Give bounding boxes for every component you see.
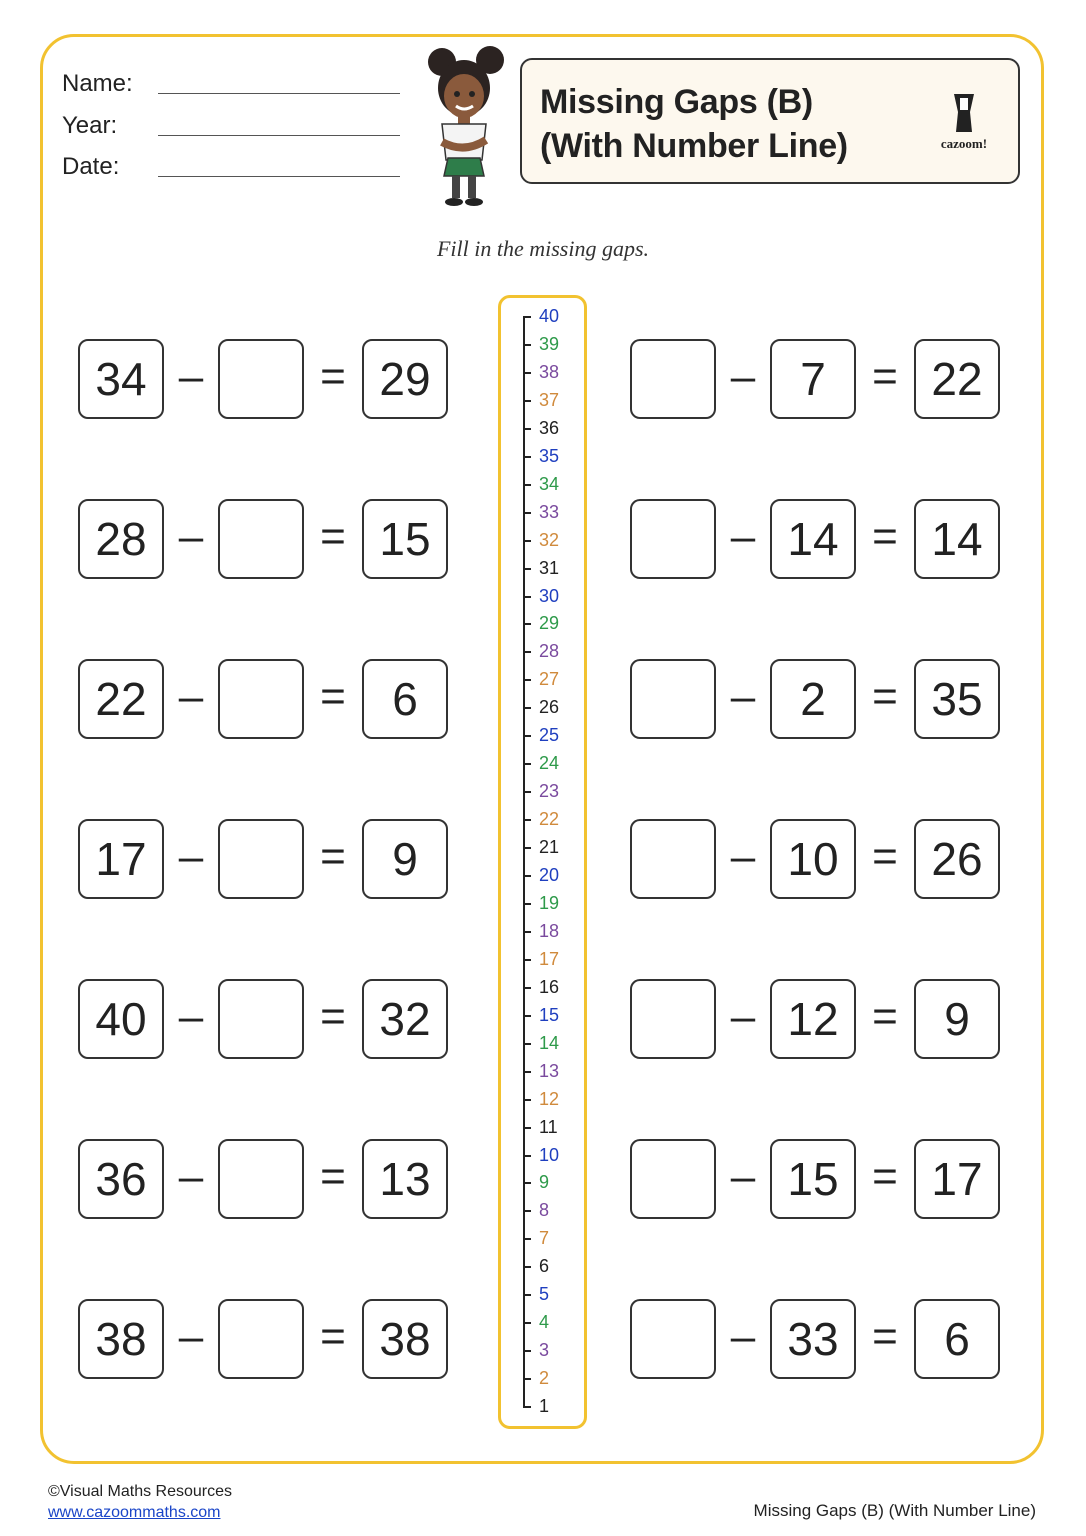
logo-text: cazoom!: [940, 136, 988, 151]
number-line-tick: [523, 456, 531, 458]
equals-sign: =: [872, 1152, 898, 1201]
number-line-tick: [523, 344, 531, 346]
cazoom-logo: [932, 90, 996, 160]
number-line-tick: [523, 1210, 531, 1212]
number-line-tick: [523, 1378, 531, 1380]
number-line-label: 11: [539, 1116, 558, 1137]
left-problem-5-c-box: 32: [362, 979, 448, 1059]
number-line-label: 34: [539, 473, 560, 494]
number-line-tick: [523, 763, 531, 765]
number-line-tick: [523, 903, 531, 905]
number-line-label: 4: [539, 1312, 550, 1333]
number-line-label: 1: [539, 1396, 550, 1417]
right-problem-5-c-box: 9: [914, 979, 1000, 1059]
number-line-tick: [523, 596, 531, 598]
number-line-label: 16: [539, 976, 560, 997]
equals-sign: =: [872, 352, 898, 401]
footer-left: [48, 1481, 232, 1523]
right-problem-7-b-box: 33: [770, 1299, 856, 1379]
left-problem-4-c-box: 9: [362, 819, 448, 899]
left-problem-2-a-box: 28: [78, 499, 164, 579]
website-link[interactable]: www.cazoommaths.com: [48, 1504, 221, 1521]
name-label: Name:: [62, 70, 133, 97]
number-line-label: 40: [539, 306, 560, 326]
worksheet-title: Missing Gaps (B) (With Number Line): [540, 83, 848, 165]
number-line-tick: [523, 959, 531, 961]
number-line-tick: [523, 400, 531, 402]
number-line-label: 10: [539, 1144, 560, 1165]
left-problem-2-c-box: 15: [362, 499, 448, 579]
number-line-tick: [523, 735, 531, 737]
number-line-label: 28: [539, 641, 560, 662]
number-line-tick: [523, 1015, 531, 1017]
number-line-tick: [523, 1043, 531, 1045]
equals-sign: =: [872, 832, 898, 881]
right-problem-6-c-box: 17: [914, 1139, 1000, 1219]
number-line-tick: [523, 819, 531, 821]
minus-sign: –: [730, 512, 756, 561]
right-problem-3-c-box: 35: [914, 659, 1000, 739]
right-problem-2-b-box: 14: [770, 499, 856, 579]
number-line-tick: [523, 372, 531, 374]
minus-sign: –: [730, 992, 756, 1041]
equals-sign: =: [320, 1312, 346, 1361]
title-box: [520, 58, 1020, 184]
right-problem-6-b-box: 15: [770, 1139, 856, 1219]
year-label: Year:: [62, 112, 118, 139]
number-line-label: 32: [539, 529, 560, 550]
number-line-label: 13: [539, 1060, 560, 1081]
equals-sign: =: [872, 992, 898, 1041]
equals-sign: =: [872, 1312, 898, 1361]
number-line-label: 19: [539, 892, 560, 913]
number-line-label: 15: [539, 1004, 560, 1025]
right-problem-1-a-answer-box[interactable]: [630, 339, 716, 419]
date-label: Date:: [62, 153, 120, 180]
number-line-label: 35: [539, 445, 560, 466]
number-line-tick: [523, 1182, 531, 1184]
date-line[interactable]: [158, 176, 400, 177]
number-line-label: 25: [539, 725, 560, 746]
number-line-tick: [523, 651, 531, 653]
cazoom-logo-icon: [932, 90, 996, 136]
minus-sign: –: [178, 1152, 204, 1201]
number-line-label: 26: [539, 697, 560, 718]
right-problem-5-a-answer-box[interactable]: [630, 979, 716, 1059]
number-line-tick: [523, 428, 531, 430]
number-line-tick: [523, 316, 531, 318]
right-problem-4-a-answer-box[interactable]: [630, 819, 716, 899]
girl-character-illustration: [412, 42, 516, 208]
number-line-tick: [523, 679, 531, 681]
right-problem-6-a-answer-box[interactable]: [630, 1139, 716, 1219]
number-line-tick: [523, 707, 531, 709]
left-problem-3-b-answer-box[interactable]: [218, 659, 304, 739]
number-line-tick: [523, 987, 531, 989]
number-line-tick: [523, 1266, 531, 1268]
minus-sign: –: [178, 352, 204, 401]
equals-sign: =: [872, 512, 898, 561]
number-line-tick: [523, 1322, 531, 1324]
minus-sign: –: [178, 1312, 204, 1361]
number-line-tick: [523, 1406, 531, 1408]
number-line-label: 27: [539, 669, 560, 690]
number-line-label: 8: [539, 1200, 550, 1221]
equals-sign: =: [320, 832, 346, 881]
number-line-tick: [523, 484, 531, 486]
left-problem-4-a-box: 17: [78, 819, 164, 899]
right-problem-7-a-answer-box[interactable]: [630, 1299, 716, 1379]
equals-sign: =: [320, 672, 346, 721]
left-problem-7-c-box: 38: [362, 1299, 448, 1379]
number-line-tick: [523, 1099, 531, 1101]
left-problem-4-b-answer-box[interactable]: [218, 819, 304, 899]
right-problem-4-b-box: 10: [770, 819, 856, 899]
number-line-label: 3: [539, 1340, 550, 1361]
number-line-tick: [523, 847, 531, 849]
footer-title: Missing Gaps (B) (With Number Line): [753, 1501, 1036, 1520]
equals-sign: =: [320, 1152, 346, 1201]
number-line-tick: [523, 1127, 531, 1129]
left-problem-5-b-answer-box[interactable]: [218, 979, 304, 1059]
number-line-label: 14: [539, 1032, 560, 1053]
left-problem-6-a-box: 36: [78, 1139, 164, 1219]
left-problem-6-c-box: 13: [362, 1139, 448, 1219]
number-line-label: 5: [539, 1284, 550, 1305]
number-line-label: 7: [539, 1228, 550, 1249]
minus-sign: –: [730, 672, 756, 721]
year-line[interactable]: [158, 135, 400, 136]
number-line-tick: [523, 1350, 531, 1352]
number-line-tick: [523, 1155, 531, 1157]
minus-sign: –: [178, 832, 204, 881]
minus-sign: –: [730, 1312, 756, 1361]
name-line[interactable]: [158, 93, 400, 94]
instruction: Fill in the missing gaps.: [436, 236, 650, 261]
number-line-tick: [523, 623, 531, 625]
number-line-label: 29: [539, 613, 560, 634]
number-line-tick: [523, 875, 531, 877]
number-line-label: 38: [539, 361, 560, 382]
right-problem-2-c-box: 14: [914, 499, 1000, 579]
number-line-axis: [523, 316, 525, 1408]
equals-sign: =: [872, 672, 898, 721]
number-line-label: 9: [539, 1172, 550, 1193]
number-line-label: 31: [539, 557, 560, 578]
right-problem-3-b-box: 2: [770, 659, 856, 739]
minus-sign: –: [730, 352, 756, 401]
number-line-tick: [523, 1071, 531, 1073]
number-line-label: 22: [539, 809, 560, 830]
right-problem-5-b-box: 12: [770, 979, 856, 1059]
number-line-label: 6: [539, 1256, 550, 1277]
right-problem-1-b-box: 7: [770, 339, 856, 419]
number-line-label: 36: [539, 417, 560, 438]
number-line-label: 2: [539, 1368, 550, 1389]
number-line-tick: [523, 568, 531, 570]
left-problem-1-b-answer-box[interactable]: [218, 339, 304, 419]
minus-sign: –: [178, 992, 204, 1041]
number-line-label: 23: [539, 781, 560, 802]
right-problem-4-c-box: 26: [914, 819, 1000, 899]
minus-sign: –: [730, 1152, 756, 1201]
left-problem-3-c-box: 6: [362, 659, 448, 739]
left-problem-6-b-answer-box[interactable]: [218, 1139, 304, 1219]
number-line-label: 20: [539, 865, 560, 885]
number-line-tick: [523, 540, 531, 542]
number-line-label: 18: [539, 920, 560, 941]
number-line-tick: [523, 931, 531, 933]
number-line-label: 17: [539, 948, 560, 969]
left-problem-1-a-box: 34: [78, 339, 164, 419]
number-line-label: 39: [539, 333, 560, 354]
equals-sign: =: [320, 992, 346, 1041]
left-problem-2-b-answer-box[interactable]: [218, 499, 304, 579]
left-problem-7-b-answer-box[interactable]: [218, 1299, 304, 1379]
minus-sign: –: [178, 512, 204, 561]
left-problem-7-a-box: 38: [78, 1299, 164, 1379]
equals-sign: =: [320, 512, 346, 561]
number-line-label: 24: [539, 753, 560, 774]
number-line-tick: [523, 1294, 531, 1296]
number-line-label: 30: [539, 585, 560, 606]
number-line-label: 37: [539, 389, 560, 410]
right-problem-7-c-box: 6: [914, 1299, 1000, 1379]
right-problem-1-c-box: 22: [914, 339, 1000, 419]
left-problem-5-a-box: 40: [78, 979, 164, 1059]
minus-sign: –: [730, 832, 756, 881]
left-problem-1-c-box: 29: [362, 339, 448, 419]
number-line-label: 12: [539, 1088, 560, 1109]
number-line: [498, 295, 587, 1429]
minus-sign: –: [178, 672, 204, 721]
number-line-tick: [523, 791, 531, 793]
equals-sign: =: [320, 352, 346, 401]
copyright-text: ©Visual Maths Resources: [48, 1483, 233, 1500]
right-problem-3-a-answer-box[interactable]: [630, 659, 716, 739]
number-line-tick: [523, 512, 531, 514]
number-line-label: 33: [539, 501, 560, 522]
left-problem-3-a-box: 22: [78, 659, 164, 739]
number-line-tick: [523, 1238, 531, 1240]
number-line-label: 21: [539, 837, 560, 858]
right-problem-2-a-answer-box[interactable]: [630, 499, 716, 579]
